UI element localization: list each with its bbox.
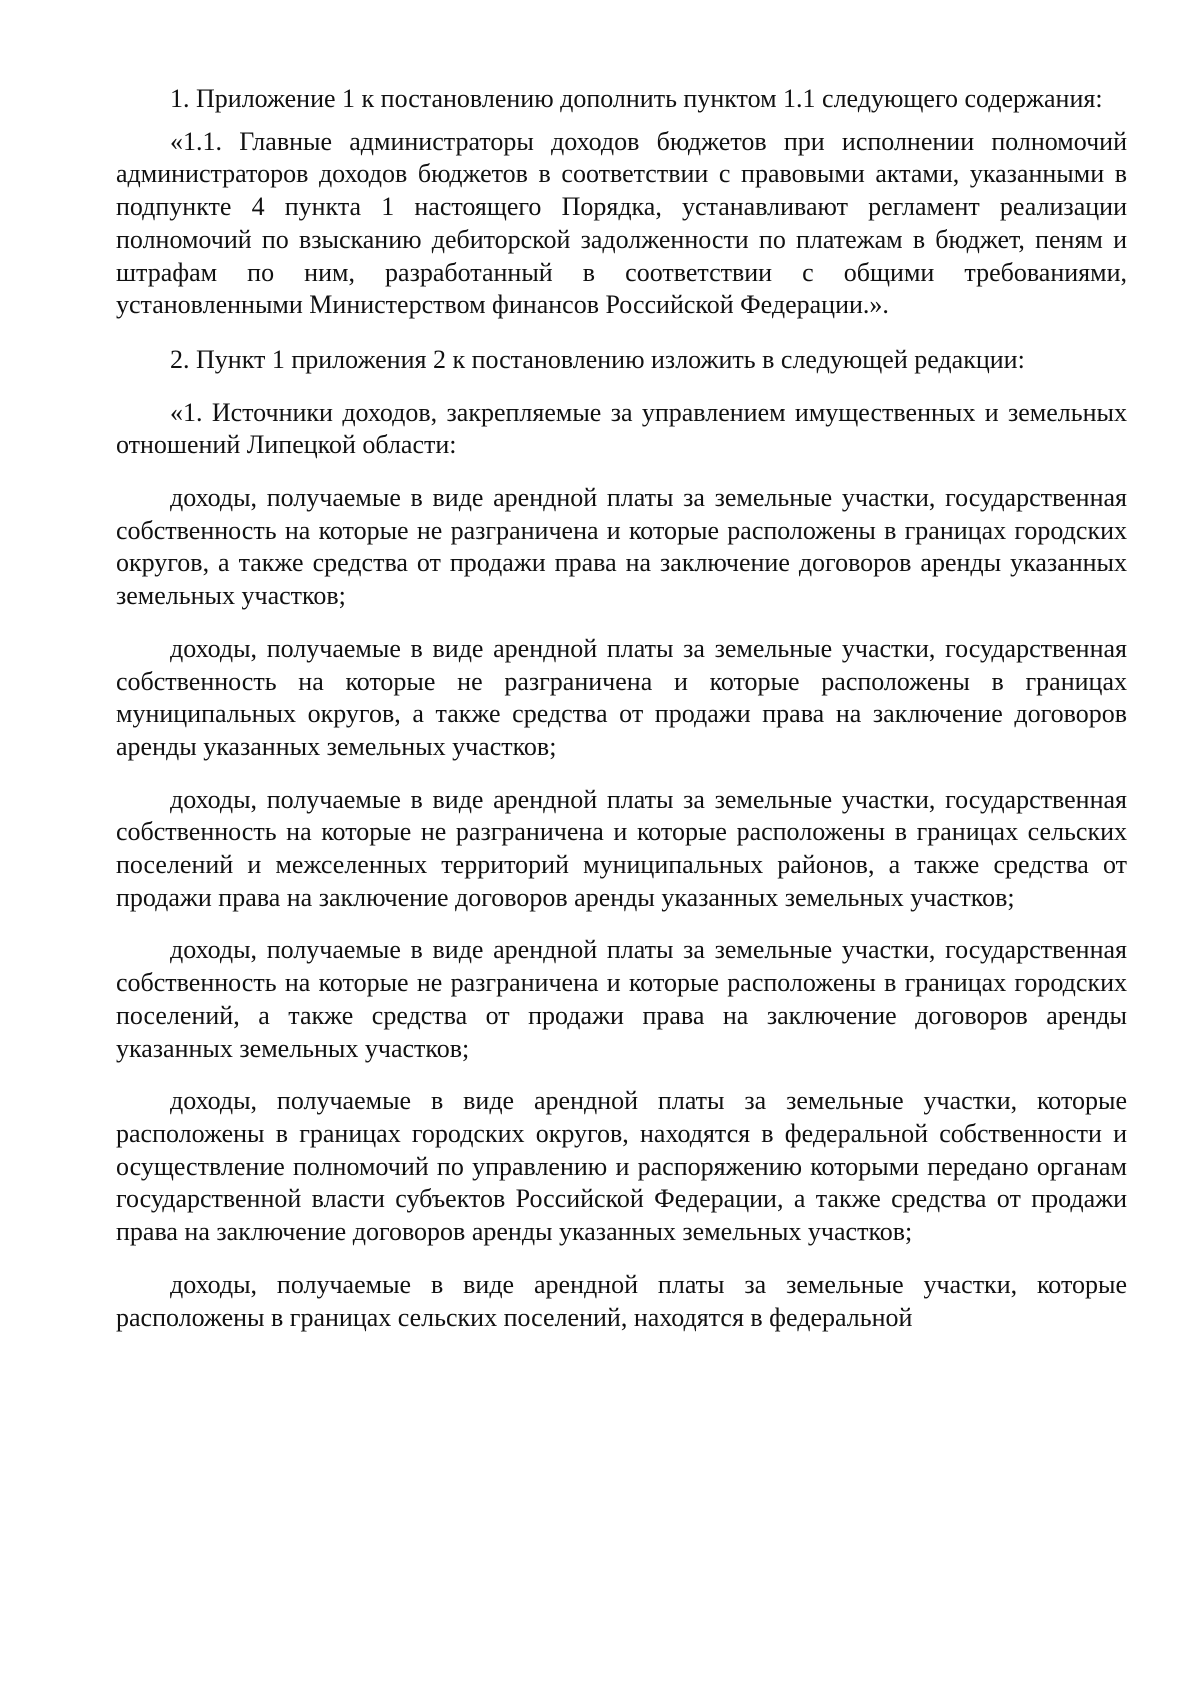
paragraph-municipal-districts: доходы, получаемые в виде арендной платы за земельные участки, государственная собственность на которые не разграничена и которые расположены в границах муниципальных округов, а также средства от продажи права на заключение договоров аренды указанных земельных участков;: [116, 633, 1127, 761]
paragraph-federal-urban-districts: доходы, получаемые в виде арендной платы за земельные участки, которые расположены в границах городских округов, находятся в федеральной собственности и осуществление полномочий по управлению и распоряжению которыми передано органам государственной власти субъектов Российской Федерации, а также средства от продажи права на заключение договоров аренды указанных земельных участков;: [116, 1086, 1127, 1247]
paragraph-item-2-amendment: 2. Пункт 1 приложения 2 к постановлению изложить в следующей редакции:: [170, 344, 1025, 374]
paragraph-income-sources-intro: «1. Источники доходов, закрепляемые за управлением имущественных и земельных отношений Липецкой области:: [116, 397, 1127, 460]
paragraph-urban-settlements: доходы, получаемые в виде арендной платы за земельные участки, государственная собственность на которые не разграничена и которые расположены в границах городских поселений, а также средства от продажи права на заключение договоров аренды указанных земельных участков;: [116, 935, 1127, 1063]
paragraph-rural-settlements: доходы, получаемые в виде арендной платы за земельные участки, государственная собственность на которые не разграничена и которые расположены в границах сельских поселений и межселенных территорий муниципальных районов, а также средства от продажи права на заключение договоров аренды указанных земельных участков;: [116, 784, 1127, 912]
paragraph-item-1-1-text: «1.1. Главные администраторы доходов бюджетов при исполнении полномочий администраторов доходов бюджетов в соответствии с правовыми актами, указанными в подпункте 4 пункта 1 настоящего Порядка, устанавливают регламент реализации полномочий по взысканию дебиторской задолженности по платежам в бюджет, пеням и штрафам по ним, разработанный в соответствии с общими требованиями, установленными Министерством финансов Российской Федерации.».: [116, 126, 1127, 320]
paragraph-item-1-amendment: 1. Приложение 1 к постановлению дополнить пунктом 1.1 следующего содержания:: [170, 84, 1103, 113]
paragraph-federal-rural-settlements: доходы, получаемые в виде арендной платы за земельные участки, которые расположены в границах сельских поселений, находятся в федеральной: [116, 1269, 1127, 1332]
paragraph-urban-districts: доходы, получаемые в виде арендной платы за земельные участки, государственная собственность на которые не разграничена и которые расположены в границах городских округов, а также средства от продажи права на заключение договоров аренды указанных земельных участков;: [116, 483, 1127, 611]
document-body: [116, 83, 1127, 1334]
